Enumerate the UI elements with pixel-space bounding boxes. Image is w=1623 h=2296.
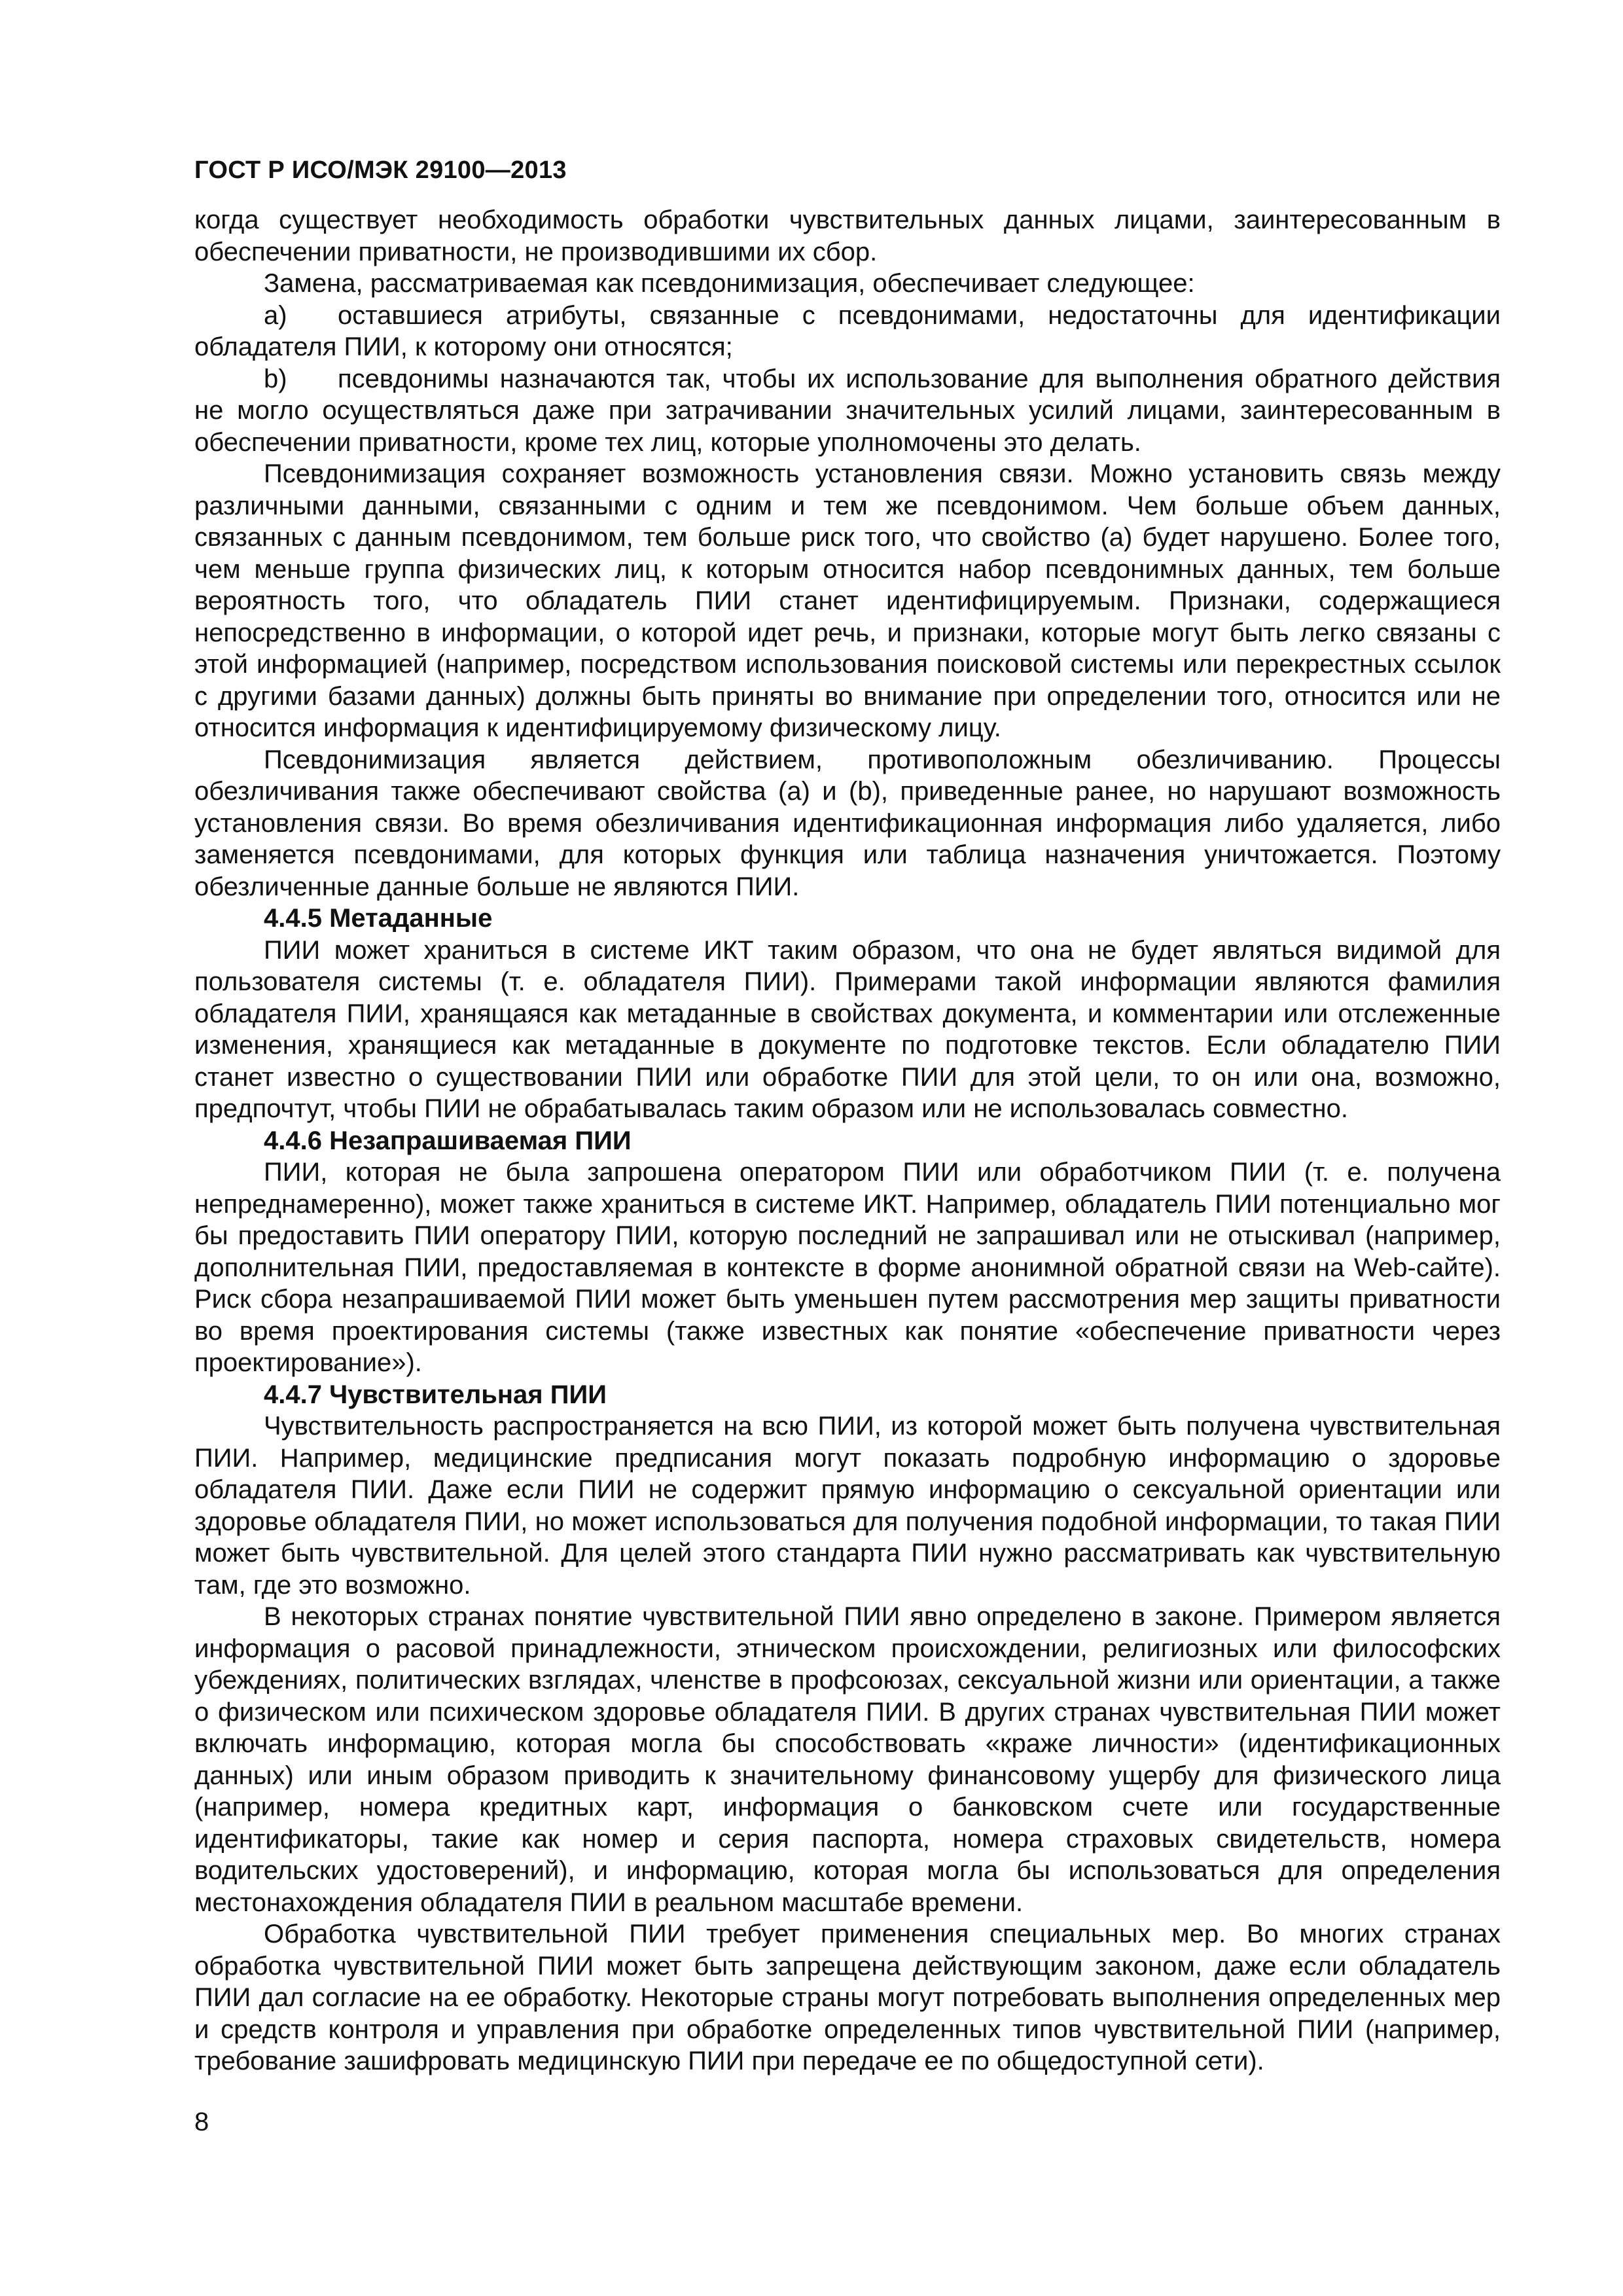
paragraph-unsolicited-pii: ПИИ, которая не была запрошена оператором ПИИ или обработчиком ПИИ (т. е. получена непреднамеренно), может также храниться в системе ИКТ. Например, обладатель ПИИ потенциально мог бы предоставить ПИИ оператору ПИИ, которую последний не запрашивал или не отыскивал (например, дополнительная ПИИ, предоставляемая в контексте в форме анонимной обратной связи на Web-сайте). Риск сбора незапрашиваемой ПИИ может быть уменьшен путем рассмотрения мер защиты приватности во время проектирования системы (также известных как понятие «обеспечение приватности через проектирование»). — [194, 1158, 1501, 1377]
document-body — [194, 204, 1501, 2077]
paragraph-replacement-intro: Замена, рассматриваемая как псевдонимизация, обеспечивает следующее: — [264, 269, 1195, 298]
list-item-label: a) — [264, 300, 287, 330]
list-item-text: псевдонимы назначаются так, чтобы их использование для выполнения обратного действия не могло осуществляться даже при затрачивании значительных усилий лицами, заинтересованным в обеспечении приватности, кроме тех лиц, которые уполномочены это делать. — [194, 364, 1501, 457]
list-item-text: оставшиеся атрибуты, связанные с псевдонимами, недостаточны для идентификации обладателя ПИИ, к которому они относятся; — [194, 300, 1501, 361]
paragraph-anonymization: Псевдонимизация является действием, противоположным обезличиванию. Процессы обезличивания также обеспечивают свойства (а) и (b), приведенные ранее, но нарушают возможность установления связи. Во время обезличивания идентификационная информация либо удаляется, либо заменяется псевдонимами, для которых функция или таблица назначения уничтожается. Поэтому обезличенные данные больше не являются ПИИ. — [194, 745, 1501, 901]
paragraph-continuation: когда существует необходимость обработки чувствительных данных лицами, заинтересованным в обеспечении приватности, не производившими их сбор. — [194, 206, 1501, 266]
paragraph-linkability: Псевдонимизация сохраняет возможность установления связи. Можно установить связь между различными данными, связанными с одним и тем же псевдонимом. Чем больше объем данных, связанных с данным псевдонимом, тем больше риск того, что свойство (а) будет нарушено. Более того, чем меньше группа физических лиц, к которым относится набор псевдонимных данных, тем больше вероятность того, что обладатель ПИИ станет идентифицируемым. Признаки, содержащиеся непосредственно в информации, о которой идет речь, и признаки, которые могут быть легко связаны с этой информацией (например, посредством использования поисковой системы или перекрестных ссылок с другими базами данных) должны быть приняты во внимание при определении того, относится или не относится информация к идентифицируемому физическому лицу. — [194, 459, 1501, 742]
document-header: ГОСТ Р ИСО/МЭК 29100—2013 — [194, 156, 567, 184]
list-item-label: b) — [264, 364, 287, 393]
paragraph-sensitive-pii-1: Чувствительность распространяется на всю ПИИ, из которой может быть получена чувствительная ПИИ. Например, медицинские предписания могут показать подробную информацию о здоровье обладателя ПИИ. Даже если ПИИ не содержит прямую информацию о сексуальной ориентации или здоровье обладателя ПИИ, но может использоваться для получения подобной информации, то такая ПИИ может быть чувствительной. Для целей этого стандарта ПИИ нужно рассматривать как чувствительную там, где это возможно. — [194, 1412, 1501, 1600]
list-item-a — [194, 300, 1501, 363]
page-number: 8 — [194, 2108, 209, 2136]
section-heading-4-4-7: 4.4.7 Чувствительная ПИИ — [264, 1380, 607, 1409]
section-heading-4-4-6: 4.4.6 Незапрашиваемая ПИИ — [264, 1126, 632, 1155]
paragraph-sensitive-pii-3: Обработка чувствительной ПИИ требует применения специальных мер. Во многих странах обработка чувствительной ПИИ может быть запрещена действующим законом, даже если обладатель ПИИ дал согласие на ее обработку. Некоторые страны могут потребовать выполнения определенных мер и средств контроля и управления при обработке определенных типов чувствительной ПИИ (например, требование зашифровать медицинскую ПИИ при передаче ее по общедоступной сети). — [194, 1920, 1501, 2075]
section-heading-4-4-5: 4.4.5 Метаданные — [264, 904, 493, 933]
list-item-b — [194, 363, 1501, 459]
paragraph-metadata: ПИИ может храниться в системе ИКТ таким образом, что она не будет являться видимой для пользователя системы (т. е. обладателя ПИИ). Примерами такой информации являются фамилия обладателя ПИИ, хранящаяся как метаданные в свойствах документа, и комментарии или отслеженные изменения, хранящиеся как метаданные в документе по подготовке текстов. Если обладателю ПИИ станет известно о существовании ПИИ или обработке ПИИ для этой цели, то он или она, возможно, предпочтут, чтобы ПИИ не обрабатывалась таким образом или не использовалась совместно. — [194, 935, 1501, 1123]
paragraph-sensitive-pii-2: В некоторых странах понятие чувствительной ПИИ явно определено в законе. Примером является информация о расовой принадлежности, этническом происхождении, религиозных или философских убеждениях, политических взглядах, членстве в профсоюзах, сексуальной жизни или ориентации, а также о физическом или психическом здоровье обладателя ПИИ. В других странах чувствительная ПИИ может включать информацию, которая могла бы способствовать «краже личности» (идентификационных данных) или иным образом приводить к значительному финансовому ущербу для физического лица (например, номера кредитных карт, информация о банковском счете или государственные идентификаторы, такие как номер и серия паспорта, номера страховых свидетельств, номера водительских удостоверений), и информацию, которая могла бы использоваться для определения местонахождения обладателя ПИИ в реальном масштабе времени. — [194, 1602, 1501, 1917]
